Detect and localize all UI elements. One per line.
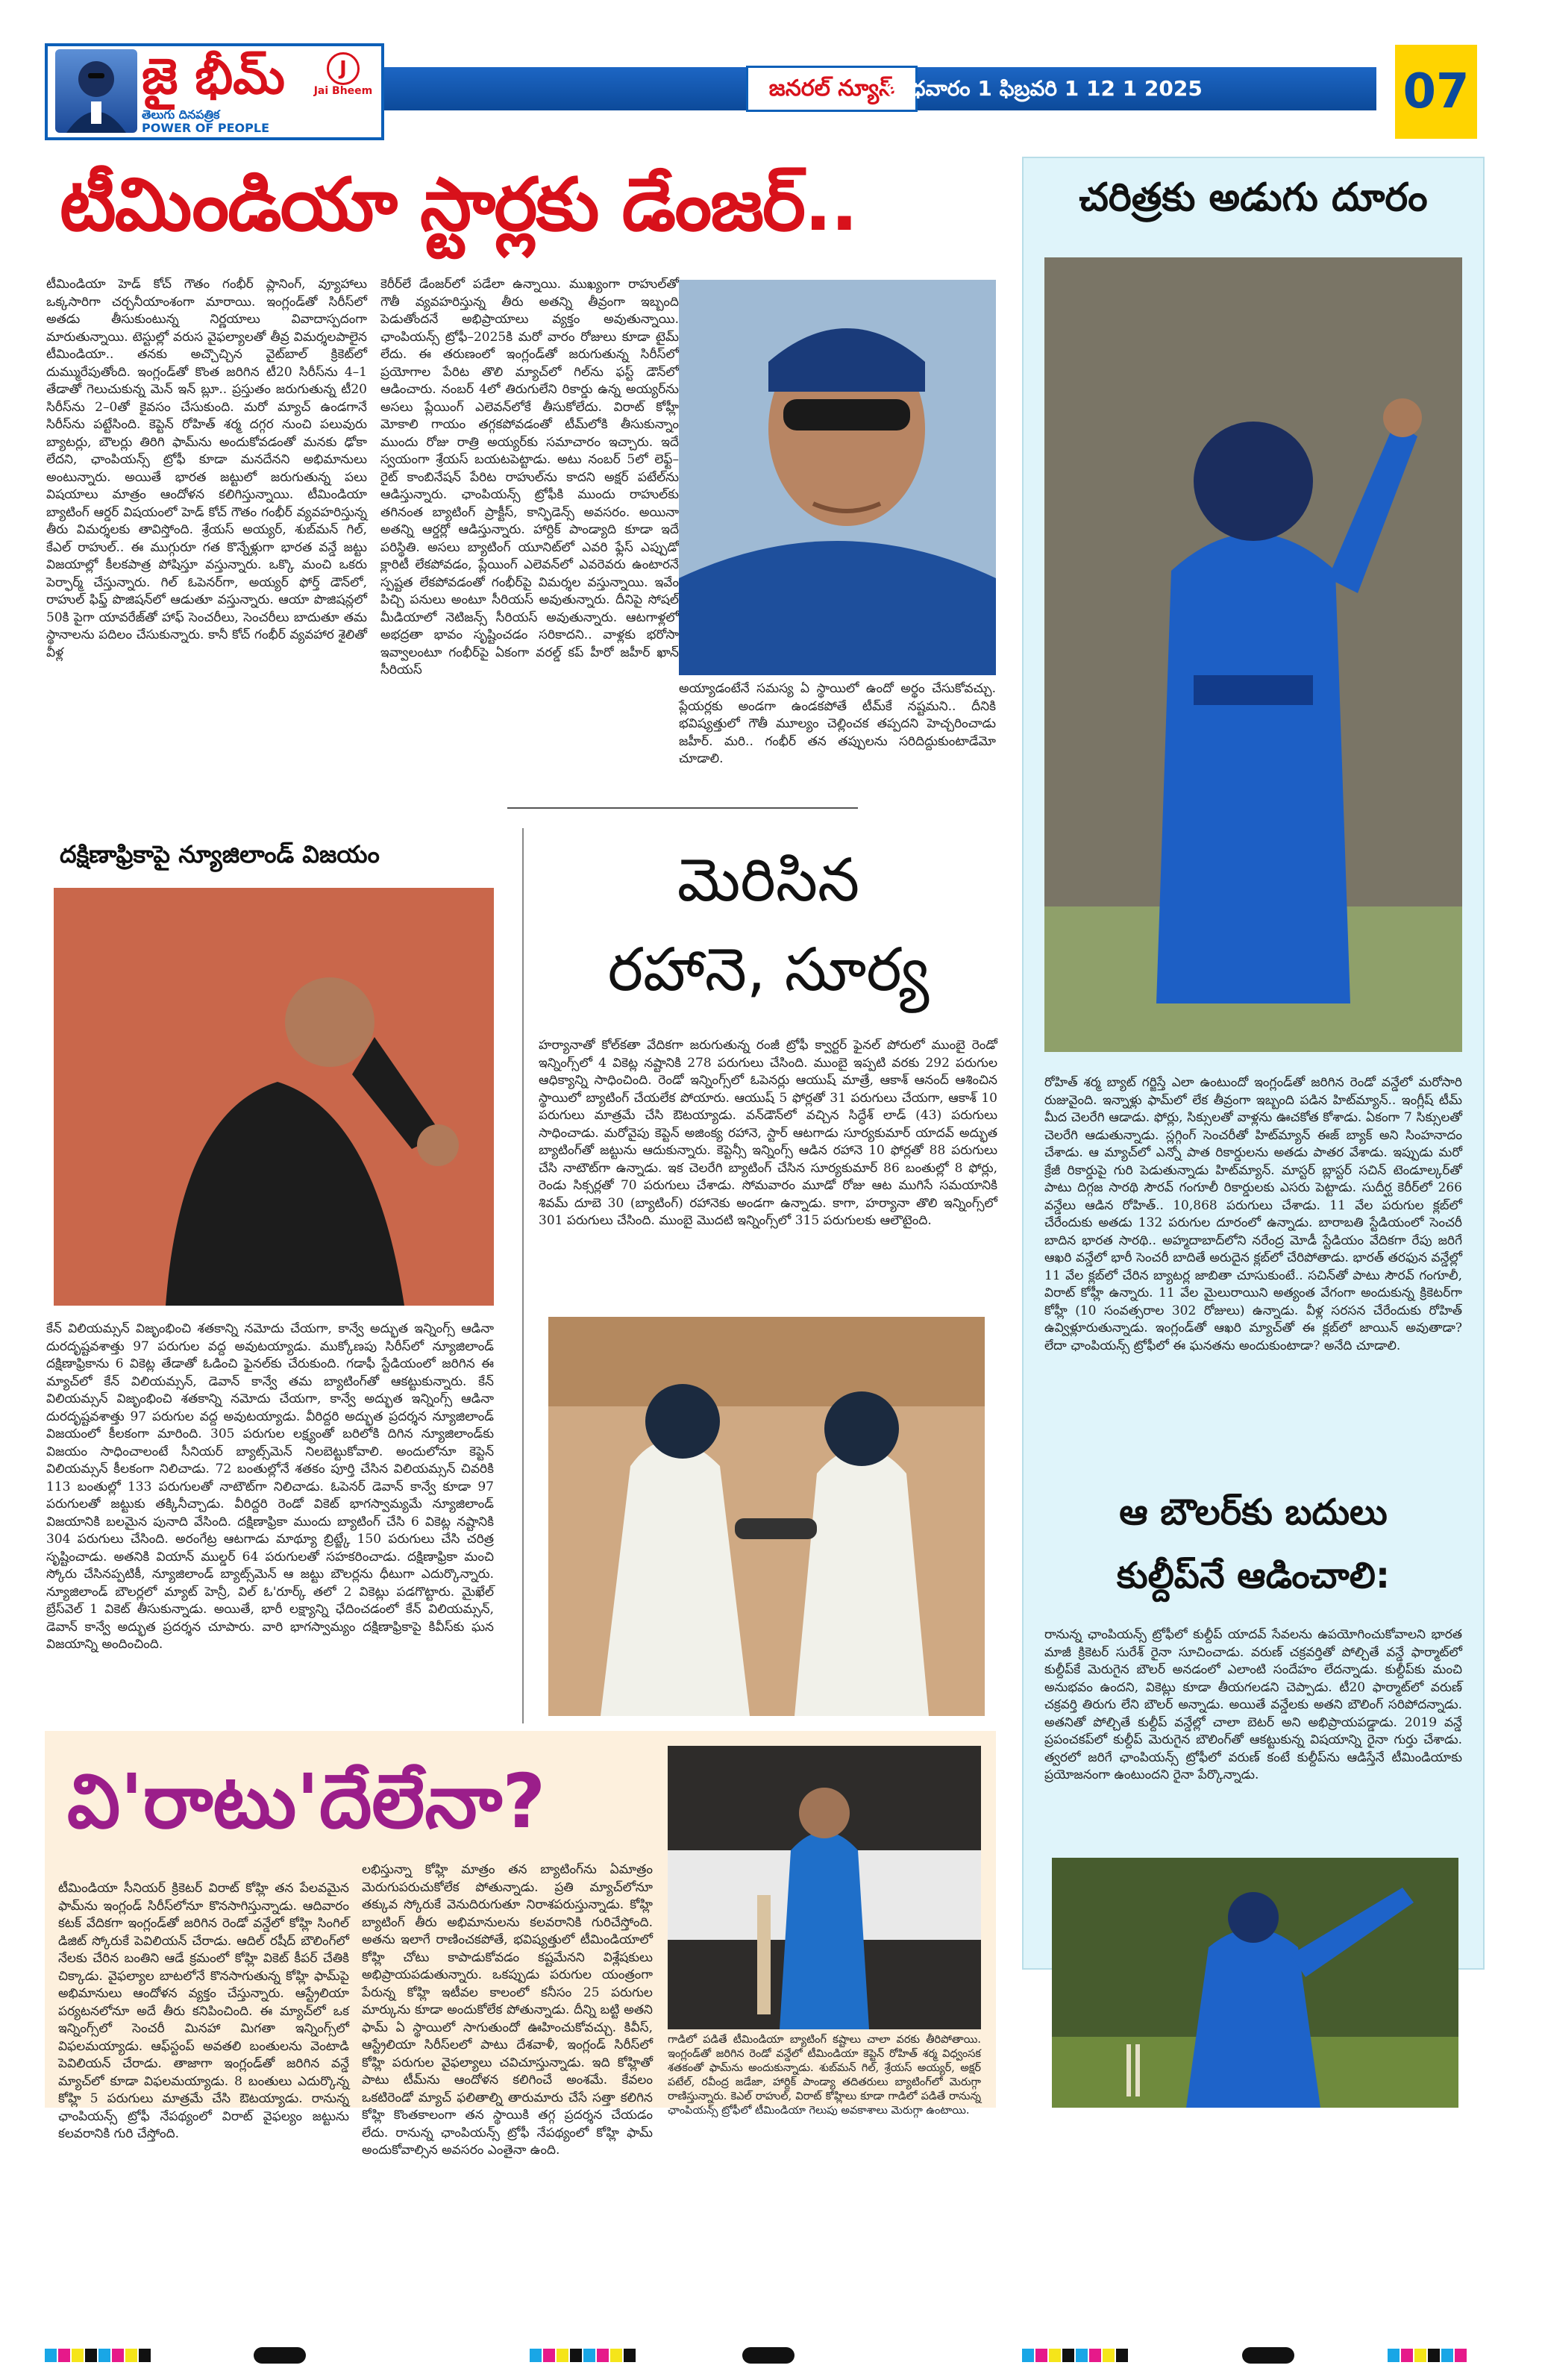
logo-badge bbox=[313, 52, 373, 104]
batsmen-fist-bump-icon bbox=[548, 1317, 985, 1716]
kuldeep-headline bbox=[1037, 1481, 1470, 1615]
logo-tagline bbox=[142, 108, 380, 135]
virat-story-col3: గాడిలో పడితే టీమిండియా బ్యాటింగ్ కష్టాలు చాలా వరకు తీరిపోతాయి. ఇంగ్లండ్‌తో జరిగిన రెండో వన్డేలో టీమిండియా కెప్టెన్ రోహిత్ శర్మ విధ్వంసక శతకంతో ఫామ్‌ను అందుకున్నాడు. శుబ్‌మన్ గిల్, శ్రేయస్ అయ్యర్, అక్షర్ పటేల్, రవీంద్ర జడేజా, హార్దిక్ పాండ్యా తదితరులు బ్యాటింగ్‌లో మెరుగ్గా రాణిస్తున్నారు. కెఎల్ రాహుల్, విరాట్ కోహ్లిలు కూడా గాడిలో పడితే రానున్న ఛాంపియన్స్ ట్రోఫీలో టీమిండియా గెలుపు అవకాశాలు మెరుగ్గా ఉంటాయి. bbox=[668, 2034, 981, 2117]
section-label: జనరల్ న్యూస్ bbox=[746, 66, 918, 112]
main-story-col1: టీమిండియా హెడ్ కోచ్ గౌతం గంభీర్ ప్లానింగ్, వ్యూహాలు ఒక్కసారిగా చర్చనీయాంశంగా మారాయి. ఇంగ్లండ్‌తో సిరీస్‌లో అతడు తీసుకుంటున్న నిర్ణయాలు వివాదాస్పదంగా మారుతున్నాయి. టెస్టుల్లో వరుస వైఫల్యాలతో తీవ్ర విమర్శలపాలైన టీమిండియా.. తనకు అచ్చొచ్చిన వైట్‌బాల్ క్రికెట్‌లో దుమ్మురేపుతోంది. ఇంగ్లండ్‌తో కొంత జరిగిన టీ20 సిరీస్‌ను 4–1 తేడాతో గెలుచుకున్న మెన్ ఇన్ బ్లూ.. ప్రస్తుతం జరుగుతున్న టీ20 సిరీస్‌ను 2–0తో కైవసం చేసుకుంది. మరో మ్యాచ్ ఉండగానే సిరీస్‌ను పట్టేసింది. కెప్టెన్ రోహిత్ శర్మ దగ్గర నుంచి పలువురు బ్యాటర్లు, బౌలర్లు తిరిగి ఫామ్‌ను అందుకోవడంతో మనకు ఢోకా లేదని, ఛాంపియన్స్ ట్రోఫీ కూడా మనదేనని అభిమానులు అంటున్నారు. అయితే భారత జట్టులో జరుగుతున్న పలు విషయాలు మాత్రం ఆందోళన కలిగిస్తున్నాయి. టీమిండియా బ్యాటింగ్ ఆర్డర్ విషయంలో హెడ్ కోచ్ గౌతం గంభీర్ వ్యవహరిస్తున్న తీరు విమర్శలకు తావిస్తోంది. శ్రేయస్ అయ్యర్, శుబ్‌మన్ గిల్, కేఎల్ రాహుల్.. ఈ ముగ్గురూ గత కొన్నేళ్లుగా భారత వన్డే జట్టు విజయాల్లో కీలకపాత్ర పోషిస్తూ వస్తున్నారు. ఒక్కొ మంచి ఒకరు పెర్ఫార్మ్ చేస్తున్నారు. గిల్ ఓపెనర్‌గా, అయ్యర్ ఫోర్త్ డౌన్‌లో, రాహుల్ ఫిఫ్త్ పొజిషన్‌లో ఆడుతూ వస్తున్నారు. ఆయా పొజిషన్లలో 50కి పైగా యావరేజ్‌తో హాఫ్ సెంచరీలు, సెంచరీలు బాదుతూ తమ స్థానాలను పదిలం చేసుకున్నారు. కానీ కోచ్ గంభీర్ వ్యవహార శైలితో వీళ్ల bbox=[46, 277, 367, 660]
section-divider bbox=[507, 807, 858, 809]
ambedkar-portrait-image bbox=[55, 49, 137, 133]
main-story-col3: అయ్యాడంటేనే సమస్య ఏ స్థాయిలో ఉందో అర్థం చేసుకోవచ్చు. ప్లేయర్లకు అండగా ఉండకపోతే టీమ్‌కే నష్టమని.. దీనికి భవిష్యత్తులో గౌతీ మూల్యం చెల్లించక తప్పదని హెచ్చరించాడు జహీర్. మరి.. గంభీర్ తన తప్పులను సరిదిద్దుకుంటాడేమో చూడాలి. bbox=[679, 681, 996, 766]
column-rule bbox=[522, 828, 524, 1723]
gambhir-photo bbox=[679, 280, 996, 675]
rahane-headline-line2: రహానె, సూర్య bbox=[607, 935, 930, 1004]
nz-story-body: కేన్ విలియమ్సన్ విజృంభించి శతకాన్ని నమోదు చేయగా, కాన్వే అద్భుత ఇన్నింగ్స్ ఆడినా దురదృష్టవశాత్తు 97 పరుగుల వద్ద అవుటయ్యాడు. ముక్కోణపు సిరీస్‌లో న్యూజిలాండ్ దక్షిణాఫ్రికాను 6 వికెట్ల తేడాతో ఓడించి ఫైనల్‌కు చేరుకుంది. గడాఫీ స్టేడియంలో జరిగిన ఈ మ్యాచ్‌లో కేన్ విలియమ్సన్, డెవాన్ కాన్వే తమ బ్యాటింగ్‌తో ఆకట్టుకున్నారు. కేన్ విలియమ్సన్ విజృంభించి శతకాన్ని నమోదు చేయగా, కాన్వే అద్భుత ఇన్నింగ్స్ ఆడినా దురదృష్టవశాత్తు 97 పరుగుల వద్ద అవుటయ్యాడు. వీరిద్దరి అద్భుత ప్రదర్శన న్యూజిలాండ్ విజయంలో కీలకంగా మారింది. 305 పరుగుల లక్ష్యంతో బరిలోకి దిగిన న్యూజిలాండ్‌కు విజయం సాధించాలంటే సీనియర్ బ్యాట్స్‌మెన్ నిలబెట్టుకోవాలి. అందులోనూ కెప్టెన్ విలియమ్సన్ కీలకంగా నిలిచాడు. 72 బంతుల్లోనే శతకం పూర్తి చేసిన విలియమ్సన్ చివరికి 113 బంతుల్లో 133 పరుగులతో నాటౌట్‌గా నిలిచాడు. ఓపెనర్ డెవాన్ కాన్వే కూడా 97 పరుగులతో జట్టుకు తక్కినీచ్చాడు. వీరిద్దరి రెండో వికెట్ భాగస్వామ్యమే న్యూజిలాండ్ విజయానికి బలమైన పునాది వేసింది. దక్షిణాఫ్రికా ముందు బ్యాటింగ్ చేసి 6 వికెట్ల నష్టానికి 304 పరుగులు చేసింది. అరంగేట్ర ఆటగాడు మాథ్యూ బ్రిట్జ్కే 150 పరుగులు చేసి చరిత్ర సృష్టించాడు. అతనికి వియాన్ ముల్డర్ 64 పరుగులతో సహకరించాడు. దక్షిణాఫ్రికా మంచి స్కోరు చేసినప్పటికీ, న్యూజిలాండ్ బ్యాట్స్‌మెన్ ఆ జట్టు బౌలర్లను ధీటుగా ఎదుర్కొన్నారు. న్యూజిలాండ్ బౌలర్లలో మ్యాట్ హెన్రీ, విల్ ఓ'రూర్క్ తలో 2 వికెట్లు పడగొట్టారు. మైఖేల్ బ్రేస్‌వెల్ 1 వికెట్ తీసుకున్నాడు. అయితే, భారీ లక్ష్యాన్ని ఛేదించడంలో కేన్ విలియమ్సన్, డెవాన్ కాన్వే అద్భుత ప్రదర్శన చూపారు. వారి భాగస్వామ్యం దక్షిణాఫ్రికాపై కివీస్‌కు ఘన విజయాన్ని అందించింది. bbox=[46, 1321, 494, 1652]
color-registration-marks bbox=[45, 2349, 152, 2362]
rohit-story-body: రోహిత్ శర్మ బ్యాట్ గర్జిస్తే ఎలా ఉంటుందో ఇంగ్లండ్‌తో జరిగిన రెండో వన్డేలో మరోసారి రుజువైంది. ఇన్నాళ్లు ఫామ్‌లో లేక తీవ్రంగా ఇబ్బంది పడిన హిట్‌మ్యాన్.. ఇంగ్లీష్ టీమ్ మీద చెలరేగి ఆడాడు. ఫోర్లు, సిక్సులతో వాళ్లను ఊచకోత కోశాడు. ఏకంగా 7 సిక్సులతో చెలరేగి ఆడుతున్నాడు. స్లగ్గింగ్ సెంచరీతో హిట్‌మ్యాన్ ఈజ్ బ్యాక్ అని సింహనాదం చేశాడు. ఆ మ్యాచ్‌లో ఎన్నో పాత రికార్డులను అతడు పాతర వేశాడు. ఇప్పుడు మరో క్రేజీ రికార్డుపై గురి పెడుతున్నాడు హిట్‌మ్యాన్. మాస్టర్ బ్లాస్టర్ సచిన్ టెండూల్కర్‌తో పాటు దిగ్గజ సారథి సౌరవ్ గంగూలీ రికార్డులకు ఎసరు పెట్టాడు. సుదీర్ఘ కెరీర్‌లో 266 వన్డేలు ఆడిన రోహిత్.. 10,868 పరుగులు చేశాడు. 11 వేల పరుగుల క్లబ్‌లో చేరేందుకు అతడు 132 పరుగుల దూరంలో ఉన్నాడు. బారాబతి స్టేడియంలో సెంచరీ బాదిన భారత సారథి.. అహ్మదాబాద్‌లోని నరేంద్ర మోడీ స్టేడియం వేదికగా రేపు జరిగే ఆఖరి వన్డేలో భారీ సెంచరీ బాదితే అరుదైన క్లబ్‌లో చేరిపోతాడు. భారత్ తరఫున వన్డేల్లో 11 వేల క్లబ్‌లో చేరిన బ్యాటర్ల జాబితా చూసుకుంటే.. సచిన్‌తో పాటు సౌరవ్ గంగూలీ, విరాట్ కోహ్లీ ఉన్నారు. 11 వేల మైలురాయిని అత్యంత వేగంగా అందుకున్న క్రికెటర్‌గా కోహ్లీ (10 సంవత్సరాల 302 రోజులు) ఉన్నాడు. వీళ్ల సరసన చేరేందుకు రోహిత్ ఉవ్విళ్లూరుతున్నాడు. ఇంగ్లండ్‌తో ఆఖరి మ్యాచ్‌తో ఈ క్లబ్‌లో జాయిన్ అవుతాడా? లేదా ఛాంపియన్స్ ట్రోఫీలో ఈ ఘనతను అందుకుంటాడా? అనేది చూడాలి. bbox=[1044, 1075, 1462, 1353]
registration-pill bbox=[1242, 2347, 1294, 2364]
color-registration-marks bbox=[1022, 2349, 1129, 2362]
kuldeep-headline-line2: కుల్దీప్‌నే ఆడించాలి: bbox=[1116, 1555, 1391, 1597]
logo-badge-text: Jai Bheem bbox=[313, 85, 373, 97]
rahane-headline-line1: మెరిసిన bbox=[677, 845, 860, 915]
bowler-celebration-icon bbox=[54, 888, 494, 1306]
batsman-raising-bat-icon bbox=[1044, 257, 1462, 1052]
kuldeep-headline-line1: ఆ బౌలర్‌కు బదులు bbox=[1119, 1491, 1388, 1533]
nz-bowler-photo bbox=[54, 888, 494, 1306]
registration-pill bbox=[742, 2347, 794, 2364]
color-registration-marks bbox=[530, 2349, 637, 2362]
rahane-headline bbox=[537, 836, 1000, 1022]
portrait-icon bbox=[55, 49, 137, 133]
virat-photo bbox=[668, 1746, 981, 2029]
kuldeep-photo bbox=[1052, 1858, 1458, 2108]
bowler-delivery-icon bbox=[1052, 1858, 1458, 2108]
virat-headline: వి'రాటు'దేలేనా? bbox=[67, 1758, 546, 1845]
page-number: 07 bbox=[1395, 45, 1477, 139]
virat-story-col1: టీమిండియా సీనియర్ క్రికెటర్ విరాట్ కోహ్లి తన పేలవమైన ఫామ్‌ను ఇంగ్లండ్ సిరీస్‌లోనూ కొనసాగిస్తున్నాడు. ఆదివారం కటక్ వేదికగా ఇంగ్లండ్‌తో జరిగిన రెండో వన్డేలో కోహ్లి సింగిల్ డిజిట్ స్కోరుకే పెవిలియన్ చేరాడు. ఆదిల్ రషీద్ బౌలింగ్‌లో నేలకు చేరిన బంతిని ఆడే క్రమంలో కోహ్లి వికెట్ కీపర్ చేతికి చిక్కాడు. వైఫల్యాల బాటలోనే కొనసాగుతున్న కోహ్లి ఫామ్‌పై అభిమానులు ఆందోళన వ్యక్తం చేస్తున్నారు. ఆస్ట్రేలియా పర్యటనలోనూ అదే తీరు కనిపించింది. ఈ మ్యాచ్‌లో ఒక ఇన్నింగ్స్‌లో సెంచరీ మినహా మిగతా ఇన్నింగ్స్‌లో విఫలమయ్యాడు. ఆఫ్‌స్టంప్ అవతలి బంతులను వెంటాడి పెవిలియన్ చేరాడు. తాజాగా ఇంగ్లండ్‌తో జరిగిన వన్డే మ్యాచ్‌లో కూడా విఫలమయ్యాడు. 8 బంతులు ఎదుర్కొన్న కోహ్లి 5 పరుగులు మాత్రమే చేసి ఔటయ్యాడు. రానున్న ఛాంపియన్స్ ట్రోఫీ నేపథ్యంలో విరాట్ వైఫల్యం జట్టును కలవరానికి గురి చేస్తోంది. bbox=[58, 1881, 349, 2141]
logo-title: జై భీమ్ bbox=[142, 47, 285, 105]
color-registration-marks bbox=[1388, 2349, 1468, 2362]
issue-date: బుధవారం 1 ఫిబ్రవరి 1 12 1 2025 bbox=[888, 76, 1203, 101]
coach-portrait-icon bbox=[679, 280, 996, 675]
rahane-story-body: హర్యానాతో కోల్‌కతా వేదికగా జరుగుతున్న రంజీ ట్రోఫీ క్వార్టర్ ఫైనల్ పోరులో ముంబై రెండో ఇన్నింగ్స్‌లో 4 వికెట్ల నష్టానికి 278 పరుగులు చేసింది. ముంబై ఇప్పటి వరకు 292 పరుగుల ఆధిక్యాన్ని సాధించింది. రెండో ఇన్నింగ్స్‌లో ఓపెనర్లు ఆయుష్ మాత్రే, ఆకాశ్ ఆనంద్ ఆశించిన స్థాయిలో బ్యాటింగ్ చేయలేక పోయారు. ఆయుష్ 5 ఫోర్లతో 31 పరుగులు చేయగా, ఆకాశ్ 10 పరుగులు మాత్రమే చేసి ఔటయ్యాడు. వన్‌డౌన్‌లో వచ్చిన సిద్ధేశ్ లాడ్ (43) పరుగులు సాధించాడు. మరోవైపు కెప్టెన్ అజింక్య రహానె, స్టార్ ఆటగాడు సూర్యకుమార్ యాదవ్ అద్భుత బ్యాటింగ్‌తో జట్టును ఆదుకున్నారు. కెప్టెన్సీ ఇన్నింగ్స్ ఆడిన రహానె 10 ఫోర్లతో 88 పరుగులు చేసి నాటౌట్‌గా ఉన్నాడు. ఇక చెలరేగి బ్యాటింగ్ చేసిన సూర్యకుమార్ 86 బంతుల్లో 8 ఫోర్లు, రెండు సిక్సర్లతో 70 పరుగులు చేశాడు. సోమవారం మూడో రోజు ఆట ముగిసే సమయానికి శివమ్ దూబె 30 (బ్యాటింగ్) రహానెకు అండగా ఉన్నాడు. కాగా, హర్యానా తొలి ఇన్నింగ్స్‌లో 301 పరుగులు చేసింది. ముంబై మొదటి ఇన్నింగ్స్‌లో 315 పరుగులకు ఆలౌటైంది. bbox=[539, 1038, 997, 1228]
main-headline: టీమిండియా స్టార్లకు డేంజర్.. bbox=[60, 163, 857, 248]
kuldeep-story-body: రానున్న ఛాంపియన్స్ ట్రోఫీలో కుల్దీప్ యాదవ్ సేవలను ఉపయోగించుకోవాలని భారత మాజీ క్రికెటర్ సురేశ్ రైనా సూచించాడు. వరుణ్ చక్రవర్తితో పోల్చితే వన్డే ఫార్మాట్‌లో కుల్దీప్‌కే మెరుగైన బౌలర్ అనడంలో ఎలాంటి సందేహం లేదన్నాడు. కుల్దీప్‌కు మంచి అనుభవం ఉందని, వికెట్లు కూడా తీయగలడని చెప్పాడు. టీ20 ఫార్మాట్‌లో వరుణ్ చక్రవర్తి తిరుగు లేని బౌలర్ అన్నాడు. అయితే వన్డేలకు అతని బౌలింగ్ సరిపోదన్నాడు. అతనితో పోల్చితే కుల్దీప్ వన్డేల్లో చాలా బెటర్ అని అభిప్రాయపడ్డాడు. 2019 వన్డే ప్రపంచకప్‌లో కుల్దీప్ మెరుగైన బౌలింగ్‌తో ఆకట్టుకున్న విషయాన్ని రైనా గుర్తు చేశాడు. త్వరలో జరిగే ఛాంపియన్స్ ట్రోఫీలో వరుణ్ కంటే కుల్దీప్‌ను ఆడిస్తేనే టీమిండియాకు ప్రయోజనంగా ఉంటుందని రైనా పేర్కొన్నాడు. bbox=[1044, 1627, 1462, 1782]
batsman-walking-icon bbox=[668, 1746, 981, 2029]
logo-sub-text: తెలుగు దినపత్రిక bbox=[142, 107, 220, 122]
badge-mark-icon: J bbox=[327, 52, 360, 85]
registration-pill bbox=[254, 2347, 306, 2364]
logo-tagline-text: POWER OF PEOPLE bbox=[142, 121, 270, 135]
rahane-surya-photo bbox=[548, 1317, 985, 1716]
nz-headline: దక్షిణాఫ్రికాపై న్యూజిలాండ్ విజయం bbox=[60, 840, 380, 868]
virat-story-col2: లభిస్తున్నా కోహ్లి మాత్రం తన బ్యాటింగ్‌ను ఏమాత్రం మెరుగుపరుచుకోలేక పోతున్నాడు. ప్రతి మ్యాచ్‌లోనూ తక్కువ స్కోరుకే వెనుదిరుగుతూ నిరాశపరుస్తున్నాడు. కోహ్లి బ్యాటింగ్ తీరు అభిమానులను కలవరానికి గురిచేస్తోంది. అతను ఇలాగే రాణించకపోతే, భవిష్యత్తులో టీమిండియాలో కోహ్లి చోటు కాపాడుకోవడం కష్టమేనని విశ్లేషకులు అభిప్రాయపడుతున్నారు. ఒకప్పుడు పరుగుల యంత్రంగా పేరున్న కోహ్లి ఇటీవల కాలంలో కనీసం 25 పరుగుల మార్కును కూడా అందుకోలేక పోతున్నాడు. దీన్ని బట్టి అతని ఫామ్ ఏ స్థాయిలో సాగుతుందో ఊహించుకోవచ్చు. కివీస్, ఆస్ట్రేలియా సిరీస్‌లలో పాటు దేశవాళీ, ఇంగ్లండ్ సిరీస్‌లో కోహ్లి పరుగుల వైఫల్యాలు చవిచూస్తున్నాడు. ఇది కోహ్లితో పాటు టీమ్‌ను ఆందోళన కలిగించే అంశమే. కేవలం ఒకటిరెండో మ్యాచ్ ఫలితాల్ని తారుమారు చేసే సత్తా కలిగిన కోహ్లి కొంతకాలంగా తన స్థాయికి తగ్గ ప్రదర్శన చేయడం లేదు. రానున్న ఛాంపియన్స్ ట్రోఫీ నేపథ్యంలో కోహ్లి ఫామ్ అందుకోవాల్సిన అవసరం ఎంతైనా ఉంది. bbox=[362, 1862, 653, 2158]
rohit-headline: చరిత్రకు అడుగు దూరం bbox=[1079, 175, 1428, 220]
rohit-photo bbox=[1044, 257, 1462, 1052]
main-story-col2: కెరీర్‌లే డేంజర్‌లో పడేలా ఉన్నాయి. ముఖ్యంగా రాహుల్‌తో గౌతీ వ్యవహరిస్తున్న తీరు అతన్ని తీవ్రంగా ఇబ్బంది పెడుతోందనే అభిప్రాయాలు వ్యక్తం అవుతున్నాయి. ఛాంపియన్స్ ట్రోఫీ–2025కి మరో వారం రోజులు కూడా టైమ్ లేదు. ఈ తరుణంలో ఇంగ్లండ్‌తో జరుగుతున్న సిరీస్‌లో ప్రయోగాల పేరిట తొలి మ్యాచ్‌లో గిల్‌ను ఫస్ట్ డౌన్‌లో ఆడించారు. నంబర్ 4లో తిరుగులేని రికార్డు ఉన్న అయ్యర్‌ను అసలు ప్లేయింగ్ ఎలెవన్‌లోకే తీసుకోలేదు. విరాట్ కోహ్లీ మోకాలి గాయం తగ్గకపోవడంతో టీమ్‌లోకి తీసుకున్నాం ముందు రోజు రాత్రి అయ్యర్‌కు సమాచారం ఇచ్చారు. ఇదే స్వయంగా శ్రేయస్ బయటపెట్టాడు. అటు నంబర్ 5లో లెఫ్ట్–రైట్ కాంబినేషన్ పేరిట రాహుల్‌ను కాదని అక్షర్ పటేల్‌ను ఆడిస్తున్నారు. ఛాంపియన్స్ ట్రోఫీకి ముందు రాహుల్‌కు తగినంత బ్యాటింగ్ ప్రాక్టీస్, కాన్ఫిడెన్స్ అవసరం. అయినా అతన్ని ఆర్డర్లో ఆడిస్తున్నారు. హార్దిక్ పాండ్యాది కూడా ఇదే పరిస్థితి. అసలు బ్యాటింగ్ యూనిట్‌లో ఎవరి ఫ్లేస్ ఎప్పుడో క్లారిటీ లేకపోవడం, ప్లేయింగ్ ఎలెవన్‌లో ఎవరెవరు ఉంటారనే స్పష్టత లేకపోవడంతో గంభీర్‌పై విమర్శల వస్తున్నాయి. ఇవేం పిచ్చి పనులు అంటూ సీరియస్ అవుతున్నారు. దీనిపై సోషల్ మీడియాలో నెటిజన్స్ సీరియస్ అవుతున్నారు. ఆటగాళ్లలో అభద్రతా భావం సృష్టించడం సరికాదని.. వాళ్లకు భరోసా ఇవ్వాలంటూ గంభీర్‌పై ఏకంగా వరల్డ్ కప్ హీరో జహీర్ ఖాన్ సీరియస్ bbox=[380, 277, 679, 677]
